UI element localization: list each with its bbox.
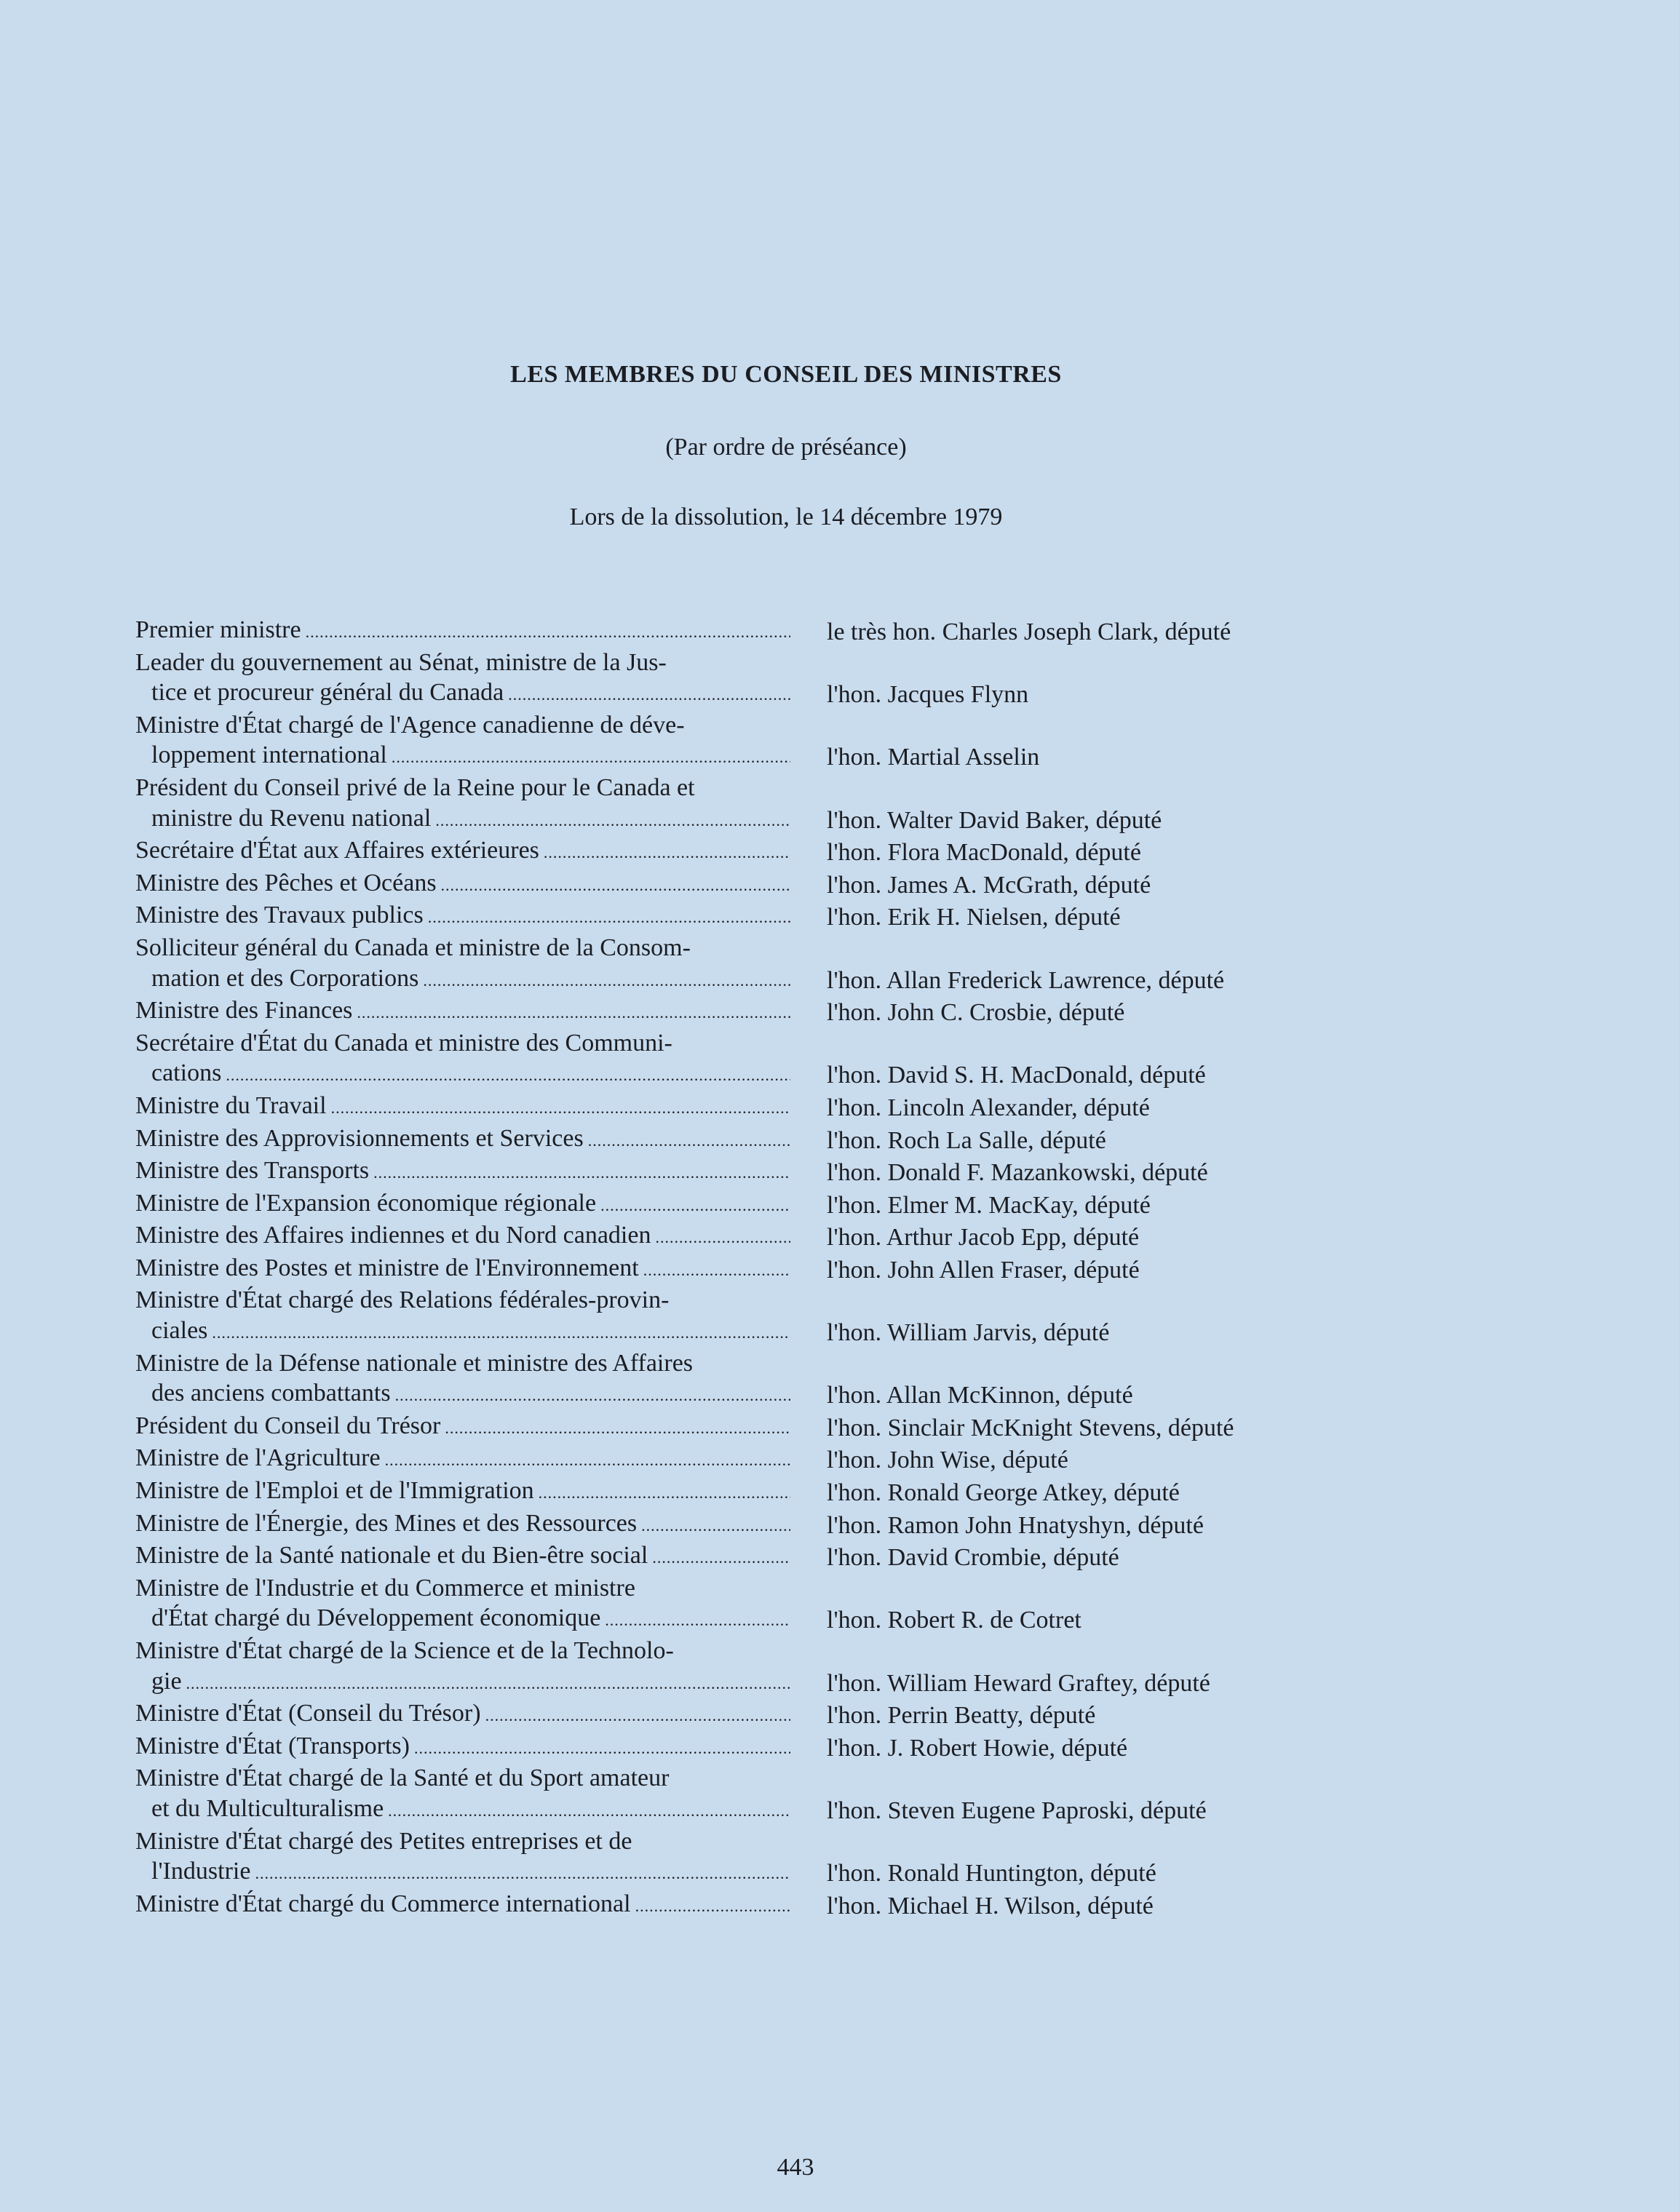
dot-leader <box>605 1605 790 1636</box>
office-holder: l'hon. William Heward Graftey, député <box>827 1669 1210 1697</box>
office-title <box>135 835 790 868</box>
office-holder: l'hon. Flora MacDonald, député <box>827 839 1141 867</box>
office-title <box>135 1253 790 1286</box>
office-title <box>135 1443 790 1476</box>
office-holder: l'hon. Walter David Baker, député <box>827 806 1162 834</box>
office-line: Ministre d'État chargé de la Science et de la Technolo- <box>135 1637 674 1664</box>
office-line: Ministre des Travaux publics ..... <box>135 900 790 933</box>
dot-leader <box>652 1543 790 1573</box>
cabinet-entry <box>135 1731 1387 1764</box>
office-line: Secrétaire d'État du Canada et ministre des Communi- <box>135 1029 672 1057</box>
cabinet-entry <box>135 773 1387 835</box>
office-title <box>135 1091 790 1123</box>
office-holder: l'hon. John Allen Fraser, député <box>827 1256 1140 1284</box>
office-holder: l'hon. Ramon John Hnatyshyn, député <box>827 1511 1204 1539</box>
office-title <box>135 1540 790 1573</box>
dot-leader <box>186 1668 790 1699</box>
cabinet-entry <box>135 710 1387 773</box>
office-holder: l'hon. David S. H. MacDonald, député <box>827 1062 1206 1089</box>
office-holder: l'hon. John Wise, député <box>827 1447 1068 1474</box>
office-line: Ministre de l'Emploi et de l'Immigration ..... <box>135 1476 790 1508</box>
dot-leader <box>395 1380 790 1411</box>
office-title <box>135 1155 790 1188</box>
office-title <box>135 1348 790 1411</box>
office-holder: l'hon. Arthur Jacob Epp, député <box>827 1224 1140 1252</box>
cabinet-entry <box>135 1285 1387 1348</box>
dot-leader <box>414 1733 790 1764</box>
office-title <box>135 933 790 995</box>
dot-leader <box>385 1445 790 1476</box>
office-line: Leader du gouvernement au Sénat, ministre de la Jus- <box>135 648 667 676</box>
office-title <box>135 1028 790 1091</box>
office-title <box>135 1826 790 1889</box>
office-line: Ministre d'État chargé du Commerce international ..... <box>135 1889 790 1922</box>
office-title <box>135 773 790 835</box>
dot-leader <box>600 1190 790 1221</box>
dot-leader <box>435 805 790 836</box>
office-holder: l'hon. William Jarvis, député <box>827 1319 1110 1347</box>
cabinet-entry <box>135 1476 1387 1508</box>
office-line: tice et procureur général du Canada ..... <box>135 677 790 710</box>
office-line: Ministre des Finances ..... <box>135 995 790 1028</box>
office-line: Ministre de l'Expansion économique régionale ..... <box>135 1188 790 1221</box>
office-holder: l'hon. Lincoln Alexander, député <box>827 1094 1150 1121</box>
office-line: Ministre de l'Agriculture ..... <box>135 1443 790 1476</box>
office-holder: l'hon. Steven Eugene Paproski, député <box>827 1797 1207 1824</box>
dot-leader <box>445 1413 790 1444</box>
office-holder: l'hon. Michael H. Wilson, député <box>827 1892 1154 1919</box>
cabinet-entry <box>135 1698 1387 1731</box>
office-title <box>135 1731 790 1764</box>
office-line: gie ..... <box>135 1666 790 1699</box>
dot-leader <box>539 1478 790 1508</box>
office-line: Président du Conseil du Trésor ..... <box>135 1411 790 1444</box>
dot-leader <box>441 870 790 901</box>
office-title <box>135 1698 790 1731</box>
cabinet-entry <box>135 1091 1387 1123</box>
office-holder: l'hon. J. Robert Howie, député <box>827 1734 1128 1762</box>
cabinet-entry <box>135 1763 1387 1826</box>
office-line: mation et des Corporations ..... <box>135 963 790 996</box>
cabinet-entry <box>135 615 1387 648</box>
office-holder: l'hon. John C. Crosbie, député <box>827 999 1125 1027</box>
office-title <box>135 1573 790 1636</box>
cabinet-entry <box>135 1348 1387 1411</box>
dot-leader <box>226 1060 790 1091</box>
office-title <box>135 648 790 710</box>
dot-leader <box>331 1093 790 1123</box>
date-line: Lors de la dissolution, le 14 décembre 1979 <box>569 504 1003 530</box>
office-line: Ministre des Approvisionnements et Services ..... <box>135 1123 790 1156</box>
office-line: Ministre de la Défense nationale et ministre des Affaires <box>135 1349 694 1377</box>
office-line: ministre du Revenu national ..... <box>135 803 790 836</box>
cabinet-entry <box>135 648 1387 710</box>
office-title <box>135 710 790 773</box>
dot-leader <box>635 1891 790 1922</box>
office-title <box>135 1476 790 1508</box>
office-title <box>135 1636 790 1698</box>
page-number: 443 <box>777 2154 814 2181</box>
cabinet-entry <box>135 1188 1387 1221</box>
dot-leader <box>373 1158 790 1188</box>
office-line: Ministre de l'Industrie et du Commerce et ministre <box>135 1574 635 1602</box>
office-line: d'État chargé du Développement économique ..... <box>135 1603 790 1636</box>
office-line: Ministre d'État chargé de la Santé et du Sport amateur <box>135 1765 670 1792</box>
cabinet-entry <box>135 995 1387 1028</box>
office-line: Ministre d'État (Transports) ..... <box>135 1731 790 1764</box>
cabinet-list <box>135 615 1387 1921</box>
office-title <box>135 995 790 1028</box>
cabinet-entry <box>135 1253 1387 1286</box>
office-title <box>135 900 790 933</box>
office-holder: l'hon. David Crombie, député <box>827 1544 1119 1572</box>
office-holder: l'hon. Elmer M. MacKay, député <box>827 1191 1151 1219</box>
office-title <box>135 1411 790 1444</box>
office-holder: l'hon. Allan McKinnon, député <box>827 1382 1133 1409</box>
dot-leader <box>428 902 790 933</box>
dot-leader <box>641 1511 790 1541</box>
office-line: Ministre des Postes et ministre de l'Environnement ..... <box>135 1253 790 1286</box>
office-holder: l'hon. Sinclair McKnight Stevens, député <box>827 1414 1234 1441</box>
office-title <box>135 1123 790 1156</box>
office-title <box>135 1763 790 1826</box>
office-line: Ministre d'État chargé des Petites entreprises et de <box>135 1827 632 1855</box>
cabinet-entry <box>135 1123 1387 1156</box>
dot-leader <box>255 1858 790 1889</box>
cabinet-entry <box>135 933 1387 995</box>
office-title <box>135 1188 790 1221</box>
cabinet-entry <box>135 1573 1387 1636</box>
office-line: Ministre de la Santé nationale et du Bien-être social ..... <box>135 1540 790 1573</box>
dot-leader <box>655 1222 790 1253</box>
cabinet-entry <box>135 1028 1387 1091</box>
office-line: Solliciteur général du Canada et ministre de la Consom- <box>135 934 691 961</box>
office-holder: l'hon. Jacques Flynn <box>827 681 1029 709</box>
office-line: Ministre de l'Énergie, des Mines et des Ressources ..... <box>135 1508 790 1541</box>
office-holder: l'hon. Donald F. Mazankowski, député <box>827 1159 1208 1187</box>
office-line: ciales ..... <box>135 1316 790 1348</box>
office-line: Président du Conseil privé de la Reine pour le Canada et <box>135 773 695 801</box>
dot-leader <box>508 680 790 710</box>
cabinet-entry <box>135 1443 1387 1476</box>
office-holder: l'hon. Allan Frederick Lawrence, député <box>827 966 1225 994</box>
office-line: Premier ministre ..... <box>135 615 790 648</box>
office-title <box>135 1889 790 1922</box>
dot-leader <box>485 1700 790 1731</box>
office-line: Ministre des Affaires indiennes et du Nord canadien ..... <box>135 1220 790 1253</box>
office-holder: l'hon. Martial Asselin <box>827 744 1040 771</box>
cabinet-entry <box>135 1636 1387 1698</box>
office-holder: l'hon. Roch La Salle, député <box>827 1126 1106 1154</box>
office-holder: l'hon. Robert R. de Cotret <box>827 1607 1081 1634</box>
dot-leader <box>212 1318 790 1348</box>
office-line: des anciens combattants ..... <box>135 1378 790 1411</box>
page-subtitle: (Par ordre de préséance) <box>665 434 907 461</box>
office-line: et du Multiculturalisme ..... <box>135 1794 790 1826</box>
office-line: Ministre d'État (Conseil du Trésor) ..... <box>135 1698 790 1731</box>
office-title <box>135 1220 790 1253</box>
cabinet-entry <box>135 835 1387 868</box>
dot-leader <box>306 617 790 648</box>
dot-leader <box>588 1126 790 1156</box>
dot-leader <box>423 966 790 996</box>
office-line: Ministre d'État chargé des Relations fédérales-provin- <box>135 1286 670 1314</box>
office-holder: l'hon. Ronald George Atkey, député <box>827 1479 1180 1507</box>
cabinet-entry <box>135 1889 1387 1922</box>
cabinet-entry <box>135 1508 1387 1541</box>
dot-leader <box>392 742 790 773</box>
dot-leader <box>544 838 790 868</box>
cabinet-entry <box>135 1155 1387 1188</box>
office-holder: l'hon. Ronald Huntington, député <box>827 1860 1156 1887</box>
cabinet-entry <box>135 1411 1387 1444</box>
cabinet-entry <box>135 1826 1387 1889</box>
cabinet-entry <box>135 1540 1387 1573</box>
office-line: Ministre des Transports ..... <box>135 1155 790 1188</box>
office-line: l'Industrie ..... <box>135 1856 790 1889</box>
office-title <box>135 1508 790 1541</box>
office-title <box>135 868 790 901</box>
office-title <box>135 1285 790 1348</box>
office-line: loppement international ..... <box>135 740 790 773</box>
office-line: Ministre des Pêches et Océans ..... <box>135 868 790 901</box>
office-line: cations ..... <box>135 1058 790 1091</box>
office-holder: l'hon. James A. McGrath, député <box>827 871 1151 899</box>
office-line: Ministre d'État chargé de l'Agence canadienne de déve- <box>135 711 685 739</box>
page-title: LES MEMBRES DU CONSEIL DES MINISTRES <box>510 361 1062 388</box>
office-holder: l'hon. Erik H. Nielsen, député <box>827 904 1121 931</box>
dot-leader <box>388 1796 790 1826</box>
dot-leader <box>643 1255 790 1286</box>
dot-leader <box>357 998 790 1028</box>
office-holder: le très hon. Charles Joseph Clark, député <box>827 618 1231 645</box>
office-title <box>135 615 790 648</box>
cabinet-entry <box>135 1220 1387 1253</box>
office-line: Secrétaire d'État aux Affaires extérieures ..... <box>135 835 790 868</box>
cabinet-entry <box>135 868 1387 901</box>
office-holder: l'hon. Perrin Beatty, député <box>827 1702 1096 1730</box>
office-line: Ministre du Travail ..... <box>135 1091 790 1123</box>
cabinet-entry <box>135 900 1387 933</box>
